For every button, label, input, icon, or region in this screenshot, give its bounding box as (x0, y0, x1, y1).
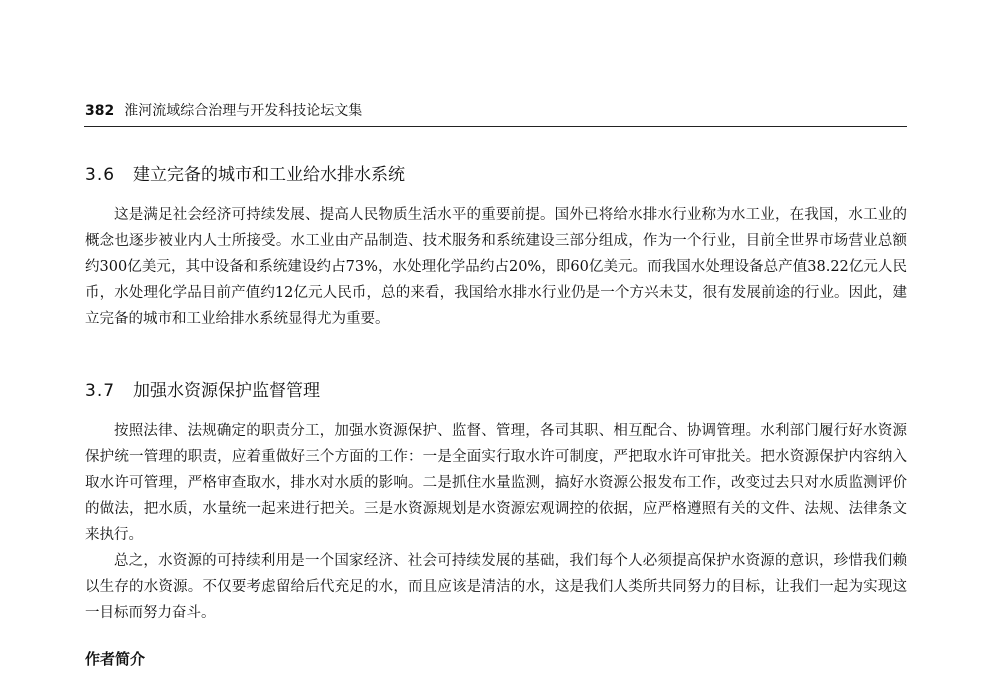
paragraph-water-protection: 按照法律、法规确定的职责分工，加强水资源保护、监督、管理，各司其职、相互配合、协调管理。水利部门履行好水资源保护统一管理的职责，应着重做好三个方面的工作：一是全面实行取水许可制度，严把取水许可审批关。把水资源保护内容纳入取水许可管理，严格审查取水，排水对水质的影响。二是抓住水量监测，搞好水资源公报发布工作，改变过去只对水质监测评价的做法，把水质，水量统一起来进行把关。三是水资源规划是水资源宏观调控的依据，应严格遵照有关的文件、法规、法律条文来执行。 (85, 423, 907, 543)
paragraph-water-industry: 这是满足社会经济可持续发展、提高人民物质生活水平的重要前提。国外已将给水排水行业称为水工业，在我国，水工业的概念也逐步被业内人士所接受。水工业由产品制造、技术服务和系统建设三部分组成，作为一个行业，目前全世界市场营业总额约300亿美元，其中设备和系统建设约占73%，水处理化学品约占20%，即60亿美元。而我国水处理设备总产值38.22亿元人民币，水处理化学品目前产值约12亿元人民币，总的来看，我国给水排水行业仍是一个方兴未艾，很有发展前途的行业。因此，建立完备的城市和工业给排水系统显得尤为重要。 (85, 207, 907, 327)
section-title: 加强水资源保护监督管理 (133, 381, 320, 401)
section-number: 3.6 (85, 165, 116, 185)
book-title: 淮河流域综合治理与开发科技论坛文集 (124, 103, 363, 119)
header-rule (84, 126, 907, 127)
section-heading-3-6 (85, 160, 405, 185)
page-number: 382 (85, 103, 115, 119)
paragraph-conclusion: 总之，水资源的可持续利用是一个国家经济、社会可持续发展的基础，我们每个人必须提高保护水资源的意识，珍惜我们赖以生存的水资源。不仅要考虑留给后代充足的水，而且应该是清洁的水，这是我们人类所共同努力的目标，让我们一起为实现这一目标而努力奋斗。 (85, 553, 907, 621)
section-heading-3-7 (85, 376, 320, 401)
section-number: 3.7 (85, 381, 116, 401)
running-header (85, 100, 362, 120)
author-heading: 作者简介 (85, 650, 146, 668)
section-title: 建立完备的城市和工业给水排水系统 (133, 165, 405, 185)
